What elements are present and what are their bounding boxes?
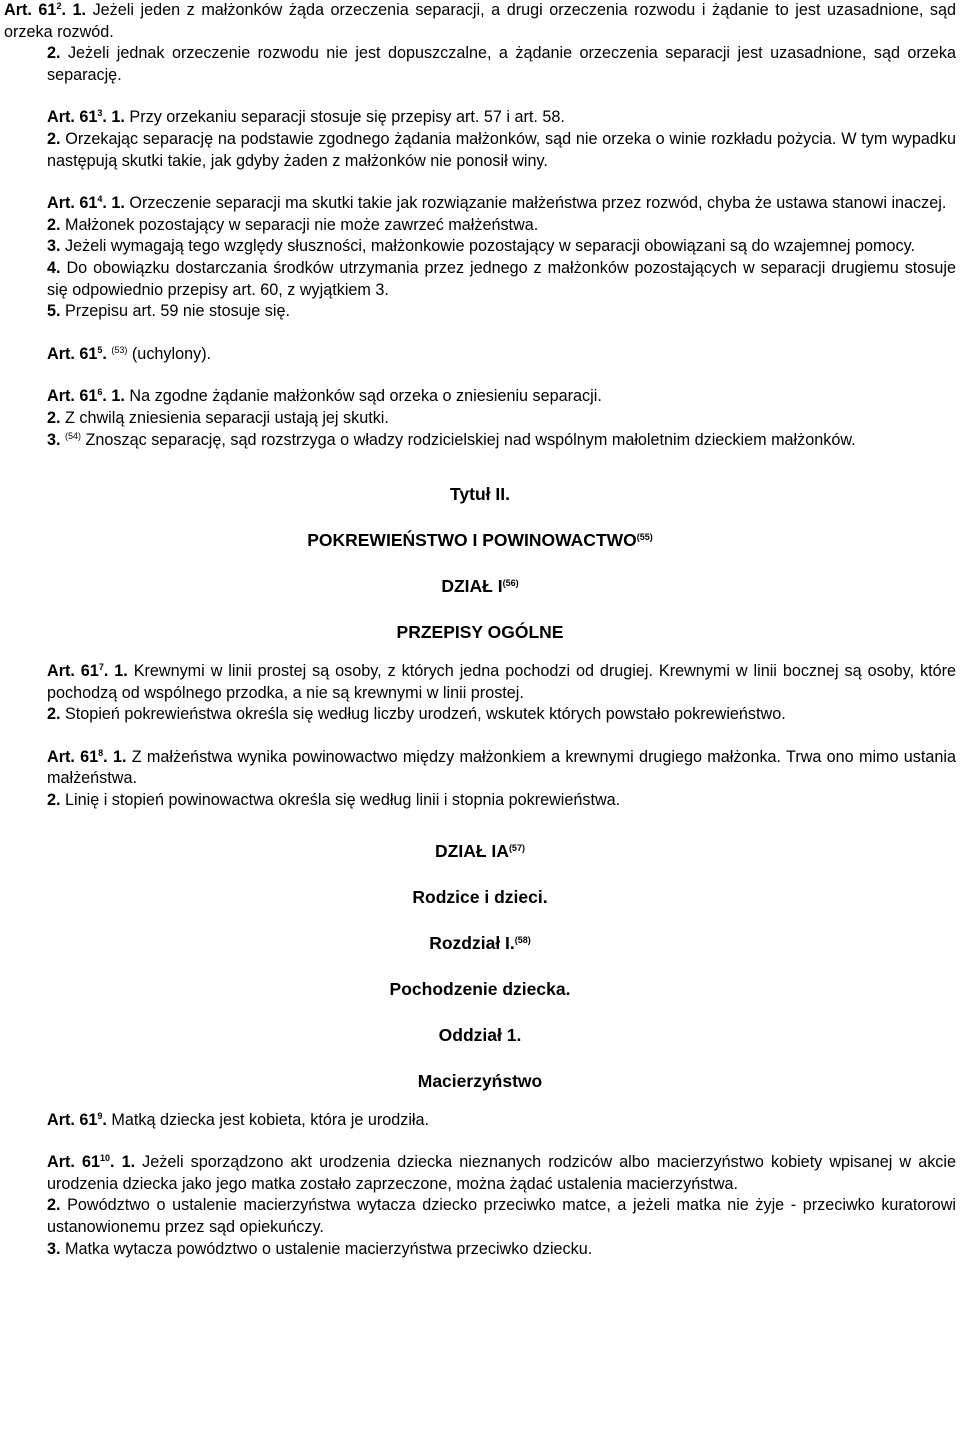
paragraph-number: 3. bbox=[47, 1239, 61, 1258]
footnote-ref: (55) bbox=[636, 532, 653, 543]
subsection-heading: Oddział 1. bbox=[438, 1024, 522, 1045]
paragraph bbox=[4, 704, 956, 726]
paragraph-text: Powództwo o ustalenie macierzyństwa wytacza dziecko przeciwko matce, a jeżeli matka nie żyje - przeciwko kuratorowi ustanowionemu przez sąd opiekuńczy. bbox=[47, 1196, 956, 1237]
paragraph-text: Przepisu art. 59 nie stosuje się. bbox=[60, 302, 290, 321]
paragraph-text: Jeżeli sporządzono akt urodzenia dziecka nieznanych rodziców albo macierzyństwo kobiety wpisanej w akcie urodzenia dziecka jako jego matka zostało zaprzeczone, można żądać ustalenia macierzyństwa. bbox=[47, 1153, 956, 1193]
article-61-7 bbox=[4, 661, 956, 704]
article-number: Art. $61^7$. bbox=[47, 662, 109, 681]
paragraph-text: (uchylony). bbox=[127, 344, 212, 363]
section-number: 1. bbox=[121, 1153, 136, 1172]
paragraph-text: Linię i stopień powinowactwa określa się według linii i stopnia pokrewieństwa. bbox=[60, 791, 621, 810]
paragraph-number: 3. bbox=[47, 237, 61, 256]
paragraph-text: Jeżeli jeden z małżonków żąda orzeczenia separacji, a drugi orzeczenia rozwodu i żądanie to jest uzasadnione, sąd orzeka rozwód. bbox=[4, 1, 956, 41]
footnote-ref: (54) bbox=[65, 430, 82, 441]
article-number: Art. $61^2$. bbox=[4, 1, 66, 19]
paragraph-number: 5. bbox=[47, 302, 61, 321]
paragraph bbox=[4, 215, 956, 237]
paragraph-text: Na zgodne żądanie małżonków sąd orzeka o zniesieniu separacji. bbox=[124, 387, 602, 406]
section-number: 1. bbox=[114, 662, 128, 681]
paragraph-number: 2. bbox=[47, 215, 61, 234]
dzial-heading: DZIAŁ IA$^{(57)}$ bbox=[435, 840, 525, 861]
article-number: Art. $61^4$. bbox=[47, 194, 107, 213]
article-number: Art. $61^{10}$. bbox=[47, 1153, 115, 1172]
article-number: Art. $61^8$. bbox=[47, 747, 108, 766]
paragraph-number: 2. bbox=[47, 129, 61, 148]
section-number: 1. bbox=[111, 108, 125, 127]
section-number: 1. bbox=[72, 1, 87, 19]
section-heading: PRZEPISY OGÓLNE bbox=[396, 622, 564, 643]
paragraph-text: Jeżeli jednak orzeczenie rozwodu nie jest dopuszczalne, a żądanie orzeczenia separacji jest uzasadnione, sąd orzeka separację. bbox=[47, 44, 956, 84]
section-heading: Macierzyństwo bbox=[417, 1070, 543, 1091]
paragraph bbox=[4, 236, 956, 258]
article-61-6 bbox=[4, 386, 956, 408]
paragraph-text: Stopień pokrewieństwa określa się według liczby urodzeń, wskutek których powstało pokrewieństwo. bbox=[60, 705, 786, 724]
paragraph-number: 2. bbox=[47, 1196, 61, 1215]
part-heading: POKREWIEŃSTWO I POWINOWACTWO$^{(55)}$ bbox=[307, 530, 653, 551]
section-number: 1. bbox=[111, 387, 125, 406]
paragraph bbox=[4, 258, 956, 301]
paragraph bbox=[4, 1195, 956, 1238]
article-61-8 bbox=[4, 747, 956, 790]
paragraph bbox=[4, 301, 956, 323]
footnote-ref: (57) bbox=[508, 842, 525, 853]
article-61-2 bbox=[4, 0, 956, 43]
section-heading: Rodzice i dzieci. bbox=[412, 886, 548, 907]
paragraph-text: Z chwilą zniesienia separacji ustają jej skutki. bbox=[60, 408, 389, 427]
paragraph-text: Małżonek pozostający w separacji nie może zawrzeć małżeństwa. bbox=[60, 215, 539, 234]
paragraph-number: 2. bbox=[47, 44, 61, 63]
paragraph-number: 2. bbox=[47, 408, 61, 427]
paragraph bbox=[4, 790, 956, 812]
paragraph-text: Matką dziecka jest kobieta, która je urodziła. bbox=[106, 1110, 430, 1129]
paragraph-number: 4. bbox=[47, 258, 61, 277]
paragraph bbox=[4, 408, 956, 430]
section-number: 1. bbox=[112, 747, 127, 766]
section-number: 1. bbox=[111, 194, 125, 213]
paragraph-number: 2. bbox=[47, 705, 61, 724]
paragraph-text: Znosząc separację, sąd rozstrzyga o władzy rodzicielskiej nad wspólnym małoletnim dzieckiem małżonków. bbox=[81, 430, 856, 449]
paragraph-text: Orzeczenie separacji ma skutki takie jak rozwiązanie małżeństwa przez rozwód, chyba że ustawa stanowi inaczej. bbox=[124, 194, 947, 213]
paragraph-text: Matka wytacza powództwo o ustalenie macierzyństwa przeciwko dziecku. bbox=[60, 1239, 593, 1258]
paragraph-number: 3. bbox=[47, 430, 61, 449]
article-61-4 bbox=[4, 193, 956, 215]
dzial-heading: DZIAŁ $I^{(56)}$ bbox=[441, 576, 519, 597]
article-number: Art. $61^9$. bbox=[47, 1110, 107, 1129]
paragraph-number: 2. bbox=[47, 791, 61, 810]
article-number: Art. $61^5$. bbox=[47, 344, 107, 363]
article-61-3 bbox=[4, 107, 956, 129]
article-61-10 bbox=[4, 1152, 956, 1195]
article-number: Art. $61^6$. bbox=[47, 387, 107, 406]
paragraph bbox=[4, 1239, 956, 1261]
paragraph bbox=[4, 129, 956, 172]
title-heading: Tytuł II. bbox=[450, 484, 510, 505]
article-number: Art. $61^3$. bbox=[47, 108, 107, 127]
paragraph-text: Do obowiązku dostarczania środków utrzymania przez jednego z małżonków pozostających w separacji drugiemu stosuje się odpowiednio przepisy art. 60, z wyjątkiem 3. bbox=[47, 258, 956, 299]
section-heading: Pochodzenie dziecka. bbox=[389, 978, 571, 999]
paragraph bbox=[4, 430, 956, 452]
chapter-heading: Rozdział I.$^{(58)}$ bbox=[429, 932, 531, 953]
article-61-5 bbox=[4, 344, 956, 366]
paragraph-text: Przy orzekaniu separacji stosuje się przepisy art. 57 i art. 58. bbox=[124, 108, 565, 127]
article-61-9 bbox=[4, 1110, 956, 1132]
paragraph-text: Krewnymi w linii prostej są osoby, z których jedna pochodzi od drugiej. Krewnymi w linii bocznej są osoby, które pochodzą od wspólnego przodka, a nie są krewnymi w linii prostej. bbox=[47, 662, 956, 702]
footnote-ref: (58) bbox=[514, 934, 531, 945]
footnote-ref: (56) bbox=[502, 578, 519, 589]
paragraph-text: Z małżeństwa wynika powinowactwo między małżonkiem a krewnymi drugiego małżonka. Trwa ono mimo ustania małżeństwa. bbox=[47, 747, 956, 788]
footnote-ref: (53) bbox=[111, 344, 128, 355]
paragraph-text: Orzekając separację na podstawie zgodnego żądania małżonków, sąd nie orzeka o winie rozkładu pożycia. W tym wypadku następują skutki takie, jak gdyby żaden z małżonków nie ponosił winy. bbox=[47, 129, 956, 170]
paragraph-text: Jeżeli wymagają tego względy słuszności, małżonkowie pozostający w separacji obowiązani są do wzajemnej pomocy. bbox=[60, 237, 915, 256]
paragraph bbox=[4, 43, 956, 86]
